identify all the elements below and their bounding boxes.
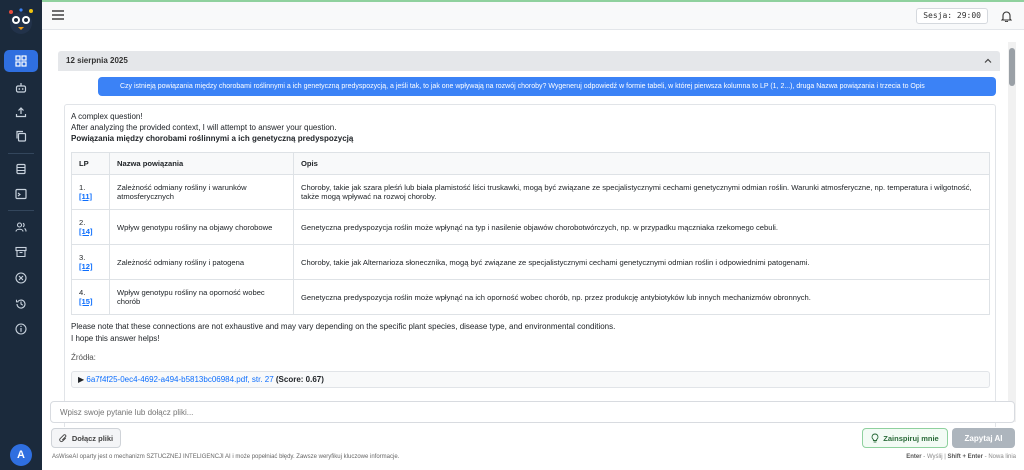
answer-heading: Powiązania między chorobami roślinnymi a ich genetyczną predyspozycją (71, 134, 354, 143)
terminal-icon (15, 188, 27, 200)
col-header-desc: Opis (294, 153, 990, 175)
conversation-header[interactable] (58, 51, 1000, 71)
caret-right-icon[interactable]: ▶ (78, 375, 85, 384)
paperclip-icon (59, 434, 68, 443)
cell-lp (72, 175, 110, 210)
dashboard-icon (15, 55, 27, 67)
answer-intro: A complex question! (71, 112, 143, 121)
hint-enter-key: Enter (906, 454, 922, 460)
users-icon (15, 221, 27, 233)
sidebar-divider (8, 153, 34, 154)
attach-files-button[interactable] (51, 428, 121, 448)
answer-closing: I hope this answer helps! (71, 334, 160, 343)
hint-shift-key: Shift + Enter (947, 454, 983, 460)
citation-link[interactable]: [12] (79, 262, 93, 271)
cell-desc: Choroby, takie jak szara pleśń lub biała plamistość liści truskawki, mogą być związane ze specjalistycznymi cechami genetycznymi odmian roślin. Warunki atmosferyczne, np. temperatura i wilgotność, także mogą wpływać na rozwoj choroby. (294, 175, 990, 210)
row-number: 1. (79, 183, 86, 192)
user-avatar[interactable]: A (10, 444, 32, 466)
cell-desc: Genetyczna predyspozycja roślin może wpłynąć na typ i nasilenie objawów chorobotwórczych, np. w przypadku mączniaka rzekomego cebuli. (294, 210, 990, 245)
ai-answer (64, 104, 996, 427)
copy-icon (15, 130, 27, 142)
info-icon (15, 323, 27, 335)
source-link[interactable]: 6a7f4f25-0ec4-4692-a494-b5813bc06984.pdf, str. 27 (86, 375, 274, 384)
col-header-name: Nazwa powiązania (110, 153, 294, 175)
lightbulb-icon (871, 433, 879, 443)
cell-desc: Genetyczna predyspozycja roślin może wpłynąć na ich oporność wobec chorób, np. przez produkcję antybiotyków lub innych mechanizmów obronnych. (294, 280, 990, 315)
nav-dashboard[interactable] (4, 50, 38, 72)
scrollbar[interactable] (1008, 42, 1016, 422)
nav-users[interactable] (4, 216, 38, 238)
cell-lp (72, 280, 110, 315)
relations-table (71, 152, 990, 315)
close-circle-icon (15, 272, 27, 284)
row-number: 2. (79, 218, 86, 227)
nav-documents[interactable] (4, 125, 38, 147)
cell-lp (72, 210, 110, 245)
row-number: 4. (79, 288, 86, 297)
citation-link[interactable]: [15] (79, 297, 93, 306)
cell-name: Wpływ genotypu rośliny na objawy chorobowe (110, 210, 294, 245)
bell-icon[interactable] (1001, 10, 1012, 22)
upload-icon (15, 106, 27, 118)
hint-shift-action: Nowa linia (988, 454, 1016, 460)
citation-link[interactable]: [11] (79, 192, 93, 201)
table-row (72, 175, 990, 210)
session-timer: Sesja: 29:00 (916, 8, 988, 24)
conversation-date: 12 sierpnia 2025 (66, 56, 128, 65)
col-header-lp: LP (72, 153, 110, 175)
ask-ai-button[interactable]: Zapytaj AI (952, 428, 1015, 448)
answer-intro: After analyzing the provided context, I will attempt to answer your question. (71, 123, 337, 132)
citation-link[interactable]: [14] (79, 227, 93, 236)
answer-outro (71, 321, 989, 345)
user-question: Czy istnieją powiązania między chorobami roślinnymi a ich genetyczną predyspozycją, a jeśli tak, to jak one wpływają na rozwój choroby? Wygeneruj odpowiedź w formie tabeli, w której pierwsza kolumna to LP (1, 2...), druga Nazwa powiązania i trzecia to Opis (98, 77, 996, 96)
table-row (72, 280, 990, 315)
nav-history[interactable] (4, 293, 38, 315)
sidebar (0, 0, 42, 470)
source-item[interactable] (71, 371, 990, 388)
nav-archive[interactable] (4, 241, 38, 263)
topbar (42, 2, 1024, 30)
hint-enter-action: Wyślij (926, 454, 943, 460)
cell-name: Zależność odmiany rośliny i patogena (110, 245, 294, 280)
nav-blocked[interactable] (4, 267, 38, 289)
menu-icon[interactable] (52, 10, 64, 20)
cell-lp (72, 245, 110, 280)
attach-label: Dołącz pliki (71, 433, 114, 443)
cell-name: Wpływ genotypu rośliny na oporność wobec chorób (110, 280, 294, 315)
main-area (42, 30, 1024, 470)
archive-icon (15, 246, 27, 258)
answer-note: Please note that these connections are not exhaustive and may vary depending on the specific plant species, disease type, and environmental conditions. (71, 322, 616, 331)
source-score: (Score: 0.67) (275, 375, 324, 384)
cell-desc: Choroby, takie jak Alternarioza słonecznika, mogą być związane ze specjalistycznymi cechami genetycznymi odmian roślin i odpowiednimi patogenami. (294, 245, 990, 280)
nav-database[interactable] (4, 158, 38, 180)
table-row (72, 210, 990, 245)
cell-name: Zależność odmiany rośliny i warunków atmosferycznych (110, 175, 294, 210)
nav-upload[interactable] (4, 101, 38, 123)
conversation (58, 51, 1000, 427)
robot-icon (15, 82, 27, 94)
nav-assistant[interactable] (4, 77, 38, 99)
sources-label: Źródła: (71, 353, 96, 362)
table-row (72, 245, 990, 280)
chevron-up-icon[interactable] (984, 57, 992, 65)
history-icon (15, 298, 27, 310)
table-header-row (72, 153, 990, 175)
nav-info[interactable] (4, 318, 38, 340)
keyboard-hints: Enter - Wyślij | Shift + Enter - Nowa linia (906, 454, 1016, 460)
ai-disclaimer: AsWiseAI oparty jest o mechanizm SZTUCZNEJ INTELIGENCJI AI i może popełniać błędy. Zawsze weryfikuj kluczowe informacje. (52, 454, 400, 460)
question-input[interactable] (50, 401, 1015, 423)
row-number: 3. (79, 253, 86, 262)
scrollbar-thumb[interactable] (1009, 48, 1015, 86)
database-icon (15, 163, 27, 175)
sidebar-divider (8, 210, 34, 211)
app-logo[interactable] (5, 6, 37, 36)
inspire-label: Zainspiruj mnie (883, 433, 939, 443)
inspire-button[interactable] (862, 428, 948, 448)
nav-terminal[interactable] (4, 183, 38, 205)
